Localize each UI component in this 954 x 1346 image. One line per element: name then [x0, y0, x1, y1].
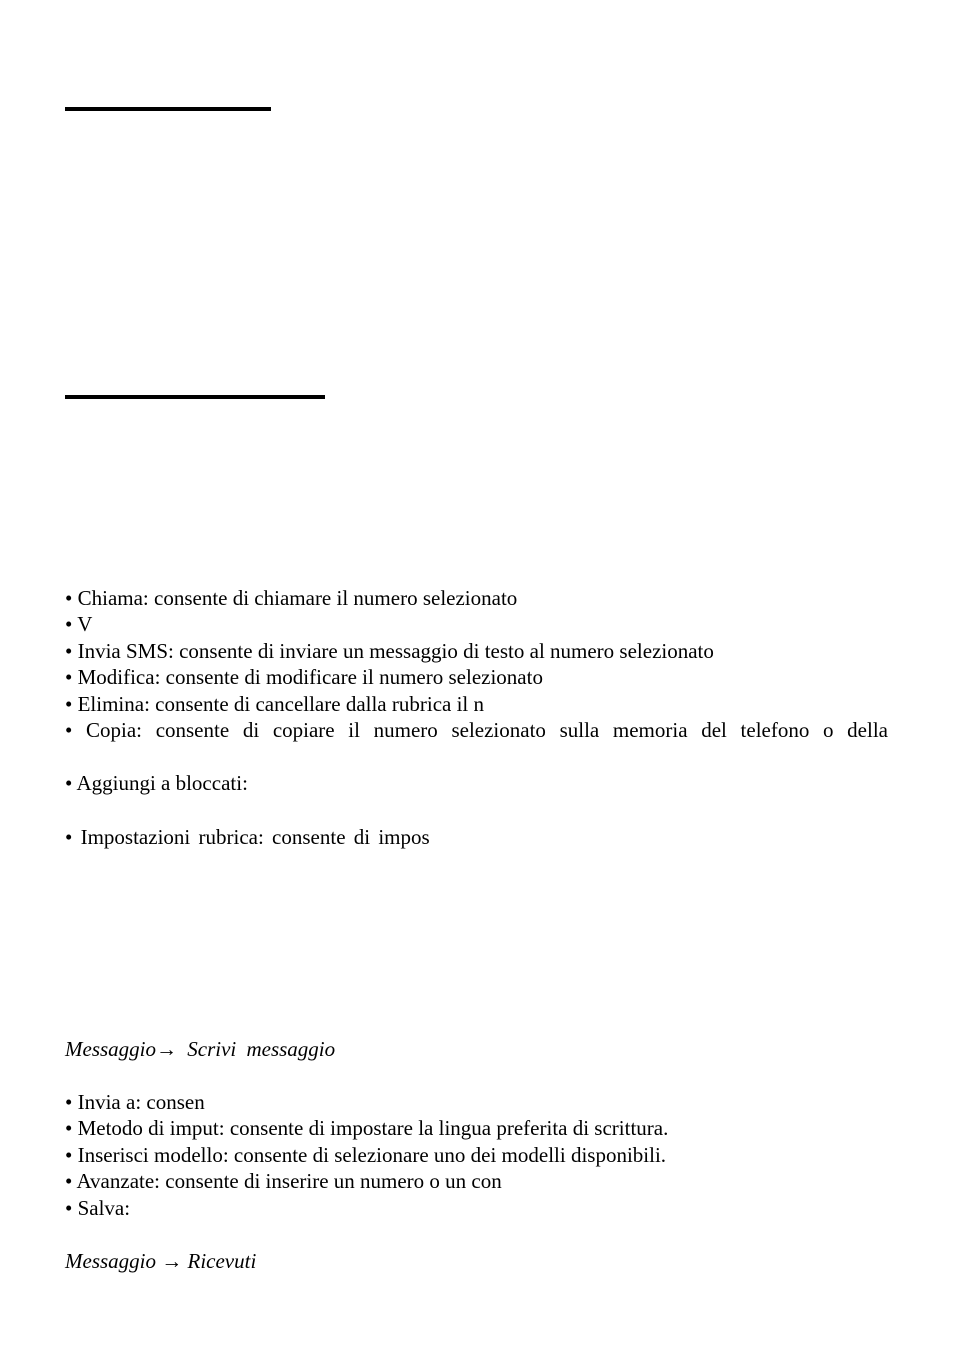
list-item: • Elimina: consente di cancellare dalla rubrica il n [65, 692, 485, 716]
list-item: • Copia: consente di copiare il numero selezionato sulla memoria del telefono o della [65, 718, 888, 742]
list-item: • Chiama: consente di chiamare il numero selezionato [65, 586, 518, 610]
list-item: • Modifica: consente di modificare il numero selezionato [65, 665, 543, 689]
list-item: • Metodo di imput: consente di impostare la lingua preferita di scrittura. [65, 1116, 669, 1140]
heading-underline [65, 107, 271, 111]
list-item: • Invia SMS: consente di inviare un messaggio di testo al numero selezionato [65, 639, 714, 663]
list-item: • Impostazioni rubrica: consente di impos [65, 825, 430, 849]
list-item: • Invia a: consen [65, 1090, 205, 1114]
heading-underline [65, 395, 325, 399]
menu-path [65, 1036, 335, 1062]
list-item: • Salva: [65, 1196, 131, 1220]
list-item: • V [65, 612, 93, 636]
menu-path: Messaggio → Ricevuti [65, 1249, 257, 1273]
list-item: • Aggiungi a bloccati: [65, 771, 248, 795]
list-item: • Inserisci modello: consente di selezionare uno dei modelli disponibili. [65, 1143, 667, 1167]
list-item: • Avanzate: consente di inserire un numero o un con [65, 1169, 502, 1193]
menu-path-text: Messaggio→ Scrivi messaggio [65, 1037, 336, 1061]
